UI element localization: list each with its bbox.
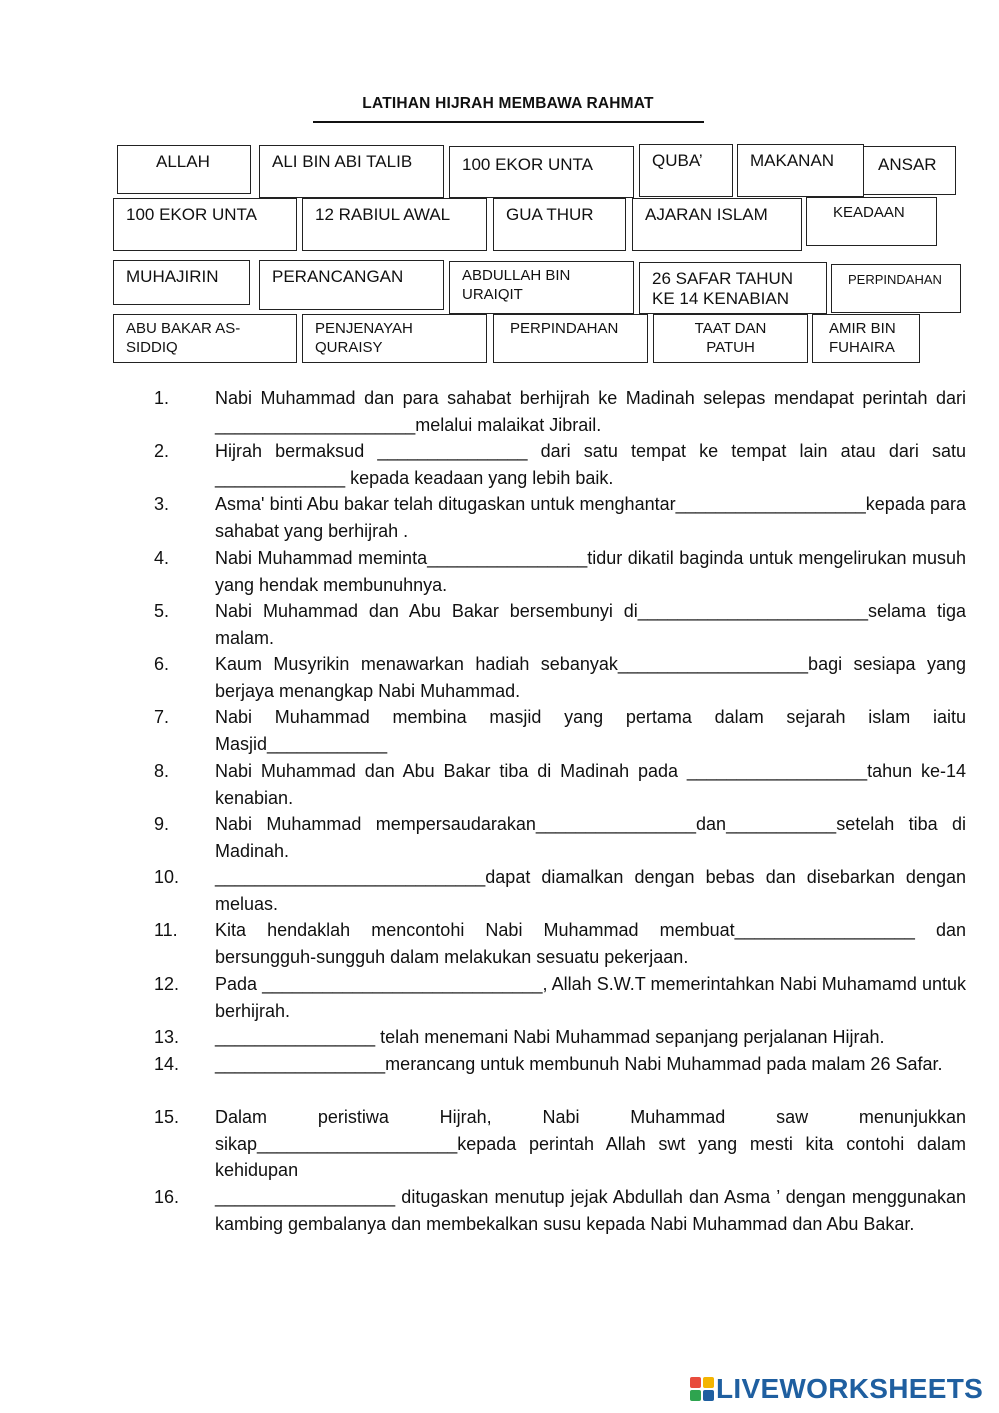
word-box[interactable]: MAKANAN	[737, 144, 864, 197]
question-text: ________________ telah menemani Nabi Muhammad sepanjang perjalanan Hijrah.	[215, 1027, 885, 1047]
question-text: _________________merancang untuk membunuh Nabi Muhammad pada malam 26 Safar.	[215, 1054, 943, 1074]
word-box[interactable]: ANSAR	[863, 146, 956, 195]
question-number: 9.	[154, 814, 170, 834]
logo-square	[703, 1377, 714, 1388]
word-box[interactable]: PENJENAYAH QURAISY	[302, 314, 487, 363]
word-box[interactable]: AMIR BIN FUHAIRA	[812, 314, 920, 363]
word-box[interactable]: 26 SAFAR TAHUN KE 14 KENABIAN	[639, 262, 827, 314]
question-number: 15.	[154, 1107, 180, 1127]
question-number: 10.	[154, 867, 180, 887]
question-text: Nabi Muhammad mempersaudarakan________________dan___________setelah tiba di Madinah.	[215, 814, 966, 861]
question-number: 2.	[154, 441, 170, 461]
word-box[interactable]: MUHAJIRIN	[113, 260, 250, 305]
question-number: 1.	[154, 388, 170, 408]
word-box[interactable]: QUBA’	[639, 144, 733, 197]
question-text: Hijrah bermaksud _______________ dari satu tempat ke tempat lain atau dari satu _____________ kepada keadaan yang lebih baik.	[215, 441, 966, 488]
question-text: Nabi Muhammad dan para sahabat berhijrah ke Madinah selepas mendapat perintah dari ____________________melalui malaikat Jibrail.	[215, 388, 966, 435]
logo-square	[690, 1390, 701, 1401]
word-box[interactable]: 100 EKOR UNTA	[449, 146, 634, 198]
question-number: 6.	[154, 654, 170, 674]
word-box[interactable]: PERANCANGAN	[259, 260, 444, 310]
logo-text: LIVEWORKSHEETS	[716, 1373, 984, 1404]
question-number: 5.	[154, 601, 170, 621]
question-text: Nabi Muhammad dan Abu Bakar tiba di Madinah pada __________________tahun ke-14 kenabian.	[215, 761, 966, 808]
question-text: Asma' binti Abu bakar telah ditugaskan untuk menghantar___________________kepada para sahabat yang berhijrah .	[215, 494, 966, 541]
question-text: Nabi Muhammad meminta________________tidur dikatil baginda untuk mengelirukan musuh yang hendak membunuhnya.	[215, 548, 966, 595]
logo-square	[690, 1377, 701, 1388]
word-box[interactable]: 12 RABIUL AWAL	[302, 198, 487, 251]
word-box[interactable]: AJARAN ISLAM	[632, 198, 802, 251]
word-box[interactable]: TAAT DAN PATUH	[653, 314, 808, 363]
question-number: 13.	[154, 1027, 180, 1047]
word-box[interactable]: PERPINDAHAN	[831, 264, 961, 313]
worksheet-title: LATIHAN HIJRAH MEMBAWA RAHMAT	[362, 95, 654, 112]
question-number: 14.	[154, 1054, 180, 1074]
question-text: Kaum Musyrikin menawarkan hadiah sebanyak___________________bagi sesiapa yang berjaya menangkap Nabi Muhammad.	[215, 654, 966, 701]
question-text: Pada ____________________________, Allah S.W.T memerintahkan Nabi Muhamamd untuk berhijrah.	[215, 974, 966, 1021]
word-box[interactable]: PERPINDAHAN	[493, 314, 648, 363]
word-box[interactable]: KEADAAN	[806, 197, 937, 246]
liveworksheets-logo	[690, 1374, 983, 1404]
question-text: ___________________________dapat diamalkan dengan bebas dan disebarkan dengan meluas.	[215, 867, 966, 914]
word-box[interactable]: 100 EKOR UNTA	[113, 198, 297, 251]
question-text: Nabi Muhammad membina masjid yang pertama dalam sejarah islam iaitu Masjid____________	[215, 707, 966, 754]
question-number: 7.	[154, 707, 170, 727]
question-number: 4.	[154, 548, 170, 568]
question-text: Dalam peristiwa Hijrah, Nabi Muhammad saw menunjukkan sikap____________________kepada perintah Allah swt yang mesti kita contohi dalam kehidupan	[215, 1107, 966, 1180]
question-number: 8.	[154, 761, 170, 781]
question-number: 3.	[154, 494, 170, 514]
question-number: 16.	[154, 1187, 180, 1207]
title-underline	[313, 121, 704, 123]
question-number: 11.	[154, 920, 178, 940]
logo-grid-icon	[690, 1377, 714, 1401]
question-text: __________________ ditugaskan menutup jejak Abdullah dan Asma ’ dengan menggunakan kambing gembalanya dan membekalkan susu kepada Nabi Muhammad dan Abu Bakar.	[215, 1187, 966, 1234]
question-text: Nabi Muhammad dan Abu Bakar bersembunyi di_______________________selama tiga malam.	[215, 601, 966, 648]
word-box[interactable]: ABDULLAH BIN URAIQIT	[449, 261, 634, 314]
word-box[interactable]: GUA THUR	[493, 198, 626, 251]
word-box[interactable]: ABU BAKAR AS- SIDDIQ	[113, 314, 297, 363]
logo-square	[703, 1390, 714, 1401]
word-box[interactable]: ALLAH	[117, 145, 251, 194]
question-number: 12.	[154, 974, 180, 994]
question-text: Kita hendaklah mencontohi Nabi Muhammad membuat__________________ dan bersungguh-sungguh dalam melakukan sesuatu pekerjaan.	[215, 920, 966, 967]
word-box[interactable]: ALI BIN ABI TALIB	[259, 145, 444, 198]
